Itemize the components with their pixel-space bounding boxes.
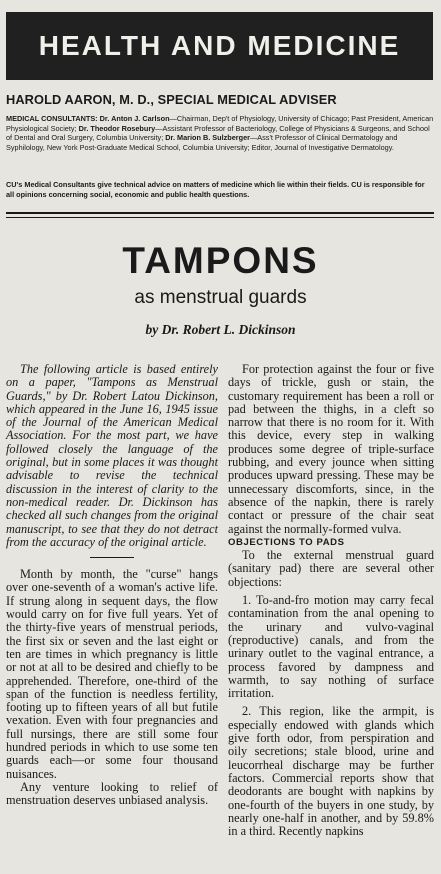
consultants-label: MEDICAL CONSULTANTS:: [6, 114, 98, 123]
consultant-credentials: —Assistant Professor of Bacteriology, College of Physicians & Surgeons, and School of Dental and Oral Surgery, Columbia University;: [6, 123, 430, 143]
article-title: TAMPONS: [122, 240, 319, 281]
header-rule: [6, 212, 434, 214]
section-banner: HEALTH AND MEDICINE: [6, 12, 433, 80]
right-column: [228, 363, 434, 838]
cu-disclaimer: CU's Medical Consultants give technical advice on matters of medicine which lie within their fields. CU is responsible for all opinions concerning social, economic and public health questions.: [6, 180, 425, 199]
section-heading: OBJECTIONS TO PADS: [228, 536, 345, 548]
left-column: [6, 363, 218, 808]
header-rule-thin: [6, 217, 434, 218]
consultant-credentials: —Chairman, Dep't of Physiology, University of Chicago; Past President, American Physiological Society;: [6, 114, 434, 133]
body-paragraph: 2. This region, like the armpit, is especially endowed with glands which give forth odor, from perspiration and oily secretions; stale blood, urine and leucorrheal discharge may be further factors. Commercial reports show that deodorants are bought with napkins by one-fourth of the buyers in one study, by nearly one-half in another, and by 59.8% in a third. Recently napkins: [228, 704, 434, 839]
body-paragraph: Month by month, the "curse" hangs over one-seventh of a woman's active life. If strung along in sequent days, the flow would carry on for five full years. Yet of the thirty-five years of menstrual periods, the first six or seven and the last eight or ten are times in which pregnancy is little or not at all to be desired and chiefly to be apprehended. Therefore, one-third of the span of the function is needless fertility, footing up to fifteen years of all but futile vexation. Even with four pregnancies and full nursings, there are still some four hundred periods in which to use some ten guards each—or some four thousand nuisances.: [6, 567, 218, 781]
body-paragraph: For protection against the four or five days of trickle, gush or stain, the customary requirement has been a roll or pad between the thighs, in a cleft so narrow that there is no room for it. With this device, every step in walking produces some degree of triple-surface rubbing, and every jounce when sitting produces upward pressing. These may be unnecessary discomforts, since, in the absence of the napkin, there is rarely contact or pressure of the chair seat against the normally-formed vulva.: [228, 362, 434, 536]
article-byline: by Dr. Robert L. Dickinson: [145, 322, 296, 337]
medical-consultants: [6, 114, 434, 152]
intro-divider: [90, 557, 134, 558]
consultant-credentials: —Ass't Professor of Clinical Dermatology and Syphilology, New York Post-Graduate Medical School, Columbia University; Editor, Journal of Investigative Dermatology.: [6, 133, 398, 152]
consultant-name: Dr. Anton J. Carlson: [99, 114, 170, 123]
body-paragraph: Any venture looking to relief of menstruation deserves unbiased analysis.: [6, 779, 218, 808]
body-paragraph: To the external menstrual guard (sanitary pad) there are several other objections:: [228, 548, 434, 589]
adviser-line: HAROLD AARON, M. D., SPECIAL MEDICAL ADVISER: [6, 92, 337, 107]
body-paragraph: 1. To-and-fro motion may carry fecal contamination from the anal opening to the urinary and vulvo-vaginal (reproductive) canals, and from the urinary outlet to the vaginal entrance, a process favored by dampness and warmth, to say nothing of surface irritation.: [228, 593, 434, 701]
article-subtitle: as menstrual guards: [134, 287, 307, 308]
consultant-name: Dr. Theodor Rosebury: [78, 123, 156, 133]
editor-intro: The following article is based entirely on a paper, "Tampons as Menstrual Guards," by Dr. Robert Latou Dickinson, which appeared in the June 16, 1945 issue of the Journal of the American Medical Association. For the most part, we have followed closely the language of the original, but in some places it was thought advisable to revise the technical discussion in the interest of clarity to the non-medical reader. Dr. Dickinson has checked all such changes from the original manuscript, to see that they do not detract from the accuracy of the original article.: [6, 362, 218, 549]
consultant-name: Dr. Marion B. Sulzberger: [165, 133, 250, 143]
